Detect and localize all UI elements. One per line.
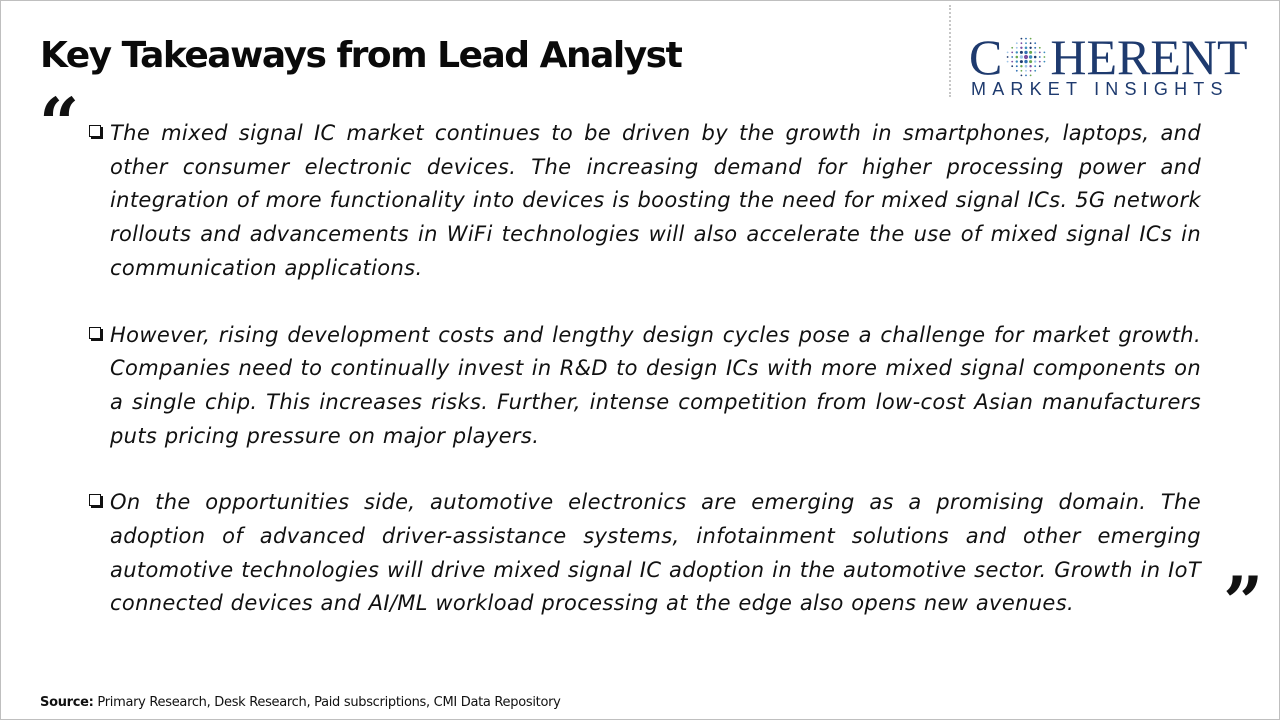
list-item-text: However, rising development costs and lengthy design cycles pose a challenge for market growth. Companies need to continually invest in R&D to design ICs with more mixed signal components on a single chip. This increases risks. Further, intense competition from low-cost Asian manufacturers puts pricing pressure on major players. [110,322,1201,448]
logo-letter-c: C [969,29,1003,85]
source-note [40,695,561,710]
brand-logo [969,31,1261,101]
takeaways-list [87,117,1201,654]
close-quote-icon: ” [1223,561,1264,644]
checkbox-bullet-icon [89,494,101,506]
checkbox-bullet-icon [89,327,101,339]
list-item [87,486,1201,621]
logo-letters-herent: HERENT [1050,29,1248,85]
list-item-text: On the opportunities side, automotive electronics are emerging as a promising domain. The adoption of advanced driver-assistance systems, infotainment solutions and other emerging automotive technologies will drive mixed signal IC adoption in the automotive sector. Growth in IoT connected devices and AI/ML workload processing at the edge also opens new avenues. [110,490,1201,616]
checkbox-bullet-icon [89,125,101,137]
logo-wordmark [969,31,1248,83]
list-item [87,117,1201,286]
source-label: Source: [40,695,94,710]
source-text: Primary Research, Desk Research, Paid subscriptions, CMI Data Repository [93,695,561,710]
page-title: Key Takeaways from Lead Analyst [40,35,682,76]
list-item [87,319,1201,454]
logo-subtitle: MARKET INSIGHTS [971,79,1229,99]
open-quote-icon: “ [39,82,80,165]
logo-divider [949,5,951,97]
list-item-text: The mixed signal IC market continues to be driven by the growth in smartphones, laptops, and other consumer electronic devices. The increasing demand for higher processing power and integration of more functionality into devices is boosting the need for mixed signal ICs. 5G network rollouts and advancements in WiFi technologies will also accelerate the use of mixed signal ICs in communication applications. [110,121,1201,280]
dotted-globe-icon [1004,35,1048,79]
